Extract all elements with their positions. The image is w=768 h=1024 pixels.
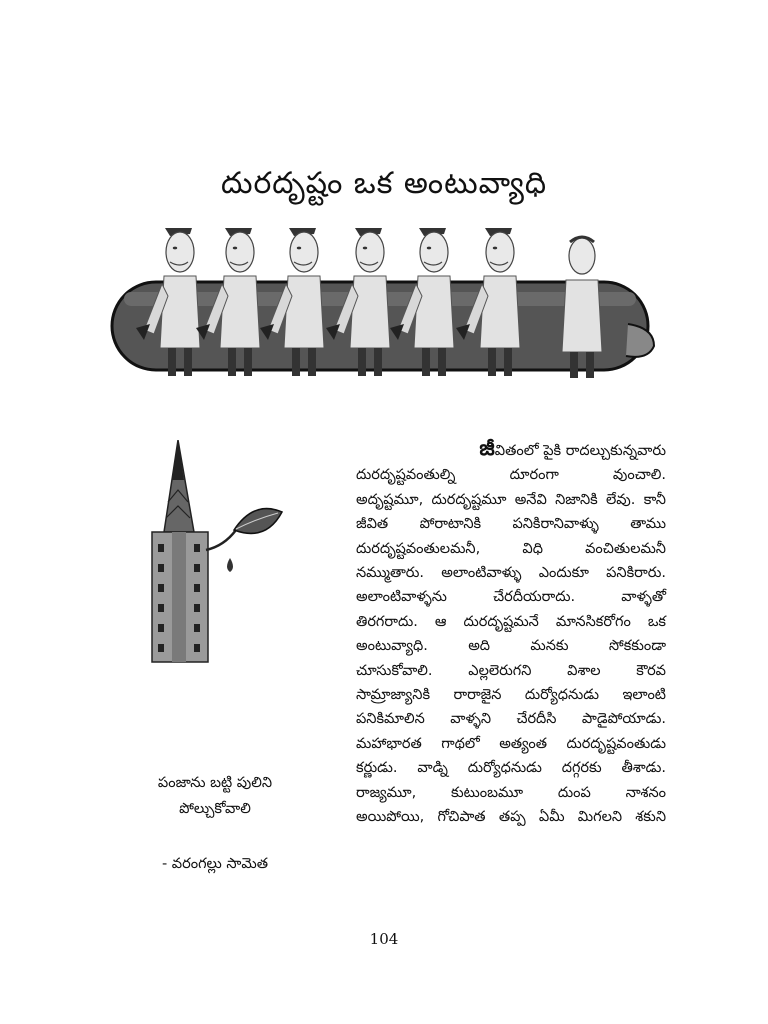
article-line: తిరగరాదు. ఆ దురదృష్టమనే మానసికరోగం ఒక bbox=[356, 613, 666, 630]
article-line: అదృష్టమూ, దురదృష్టమూ అనేవి నిజానికి లేవు. కానీ bbox=[356, 491, 666, 508]
article-line: నమ్ముతారు. అలాంటివాళ్ళు ఎందుకూ పనికిరారు. bbox=[356, 565, 666, 582]
article-line: దురదృష్టవంతులమనీ, విధి వంచితులమనీ bbox=[356, 540, 666, 557]
article-line: పనికిమాలిన వాళ్ళని చేరదీసి పాడైపోయాడు. bbox=[356, 711, 666, 728]
proverb bbox=[130, 770, 300, 822]
article-line: అలాంటివాళ్ళను చేరదీయరాదు. వాళ్ళతో bbox=[356, 589, 666, 606]
article-line: రాజ్యమూ, కుటుంబమూ దుంప నాశనం bbox=[356, 784, 666, 801]
page-number: 104 bbox=[369, 930, 399, 948]
drop-cap: జీ bbox=[479, 436, 495, 460]
proverb-line-2: పోల్చుకోవాలి bbox=[179, 801, 251, 817]
article-line: అయిపోయి, గోచిపాత తప్ప ఏమీ మిగలని శకుని bbox=[356, 809, 666, 826]
article-line: చూసుకోవాలి. ఎల్లలెరుగని విశాల కౌరవ bbox=[356, 662, 666, 679]
article-line: మహాభారత గాథలో అత్యంత దురదృష్టవంతుడు bbox=[356, 735, 666, 752]
article-line: కర్ణుడు. వాడ్ని దుర్యోధనుడు దగ్గరకు తీశాడు. bbox=[356, 760, 666, 777]
proverb-attribution: - వరంగల్లు సామెత bbox=[161, 856, 269, 872]
page-title: దురదృష్టం ఒక అంటువ్యాధి bbox=[220, 166, 548, 201]
article-line: సామ్రాజ్యానికి రారాజైన దుర్యోధనుడు ఇలాంటి bbox=[356, 687, 666, 704]
article-line: దురదృష్టవంతుల్ని దూరంగా వుంచాలి. bbox=[356, 467, 666, 484]
proverb-line-1: పంజాను బట్టి పులిని bbox=[157, 775, 273, 791]
pencil-building-leaf-illustration bbox=[148, 440, 284, 666]
article-line: అంటువ్యాధి. అది మనకు సోకకుండా bbox=[356, 638, 666, 655]
unlucky-men-in-tube-illustration bbox=[108, 228, 664, 400]
article-line: జీవిత పోరాటానికి పనికిరానివాళ్ళు తాము bbox=[356, 516, 666, 533]
article-first-line: జీవితంలో పైకి రాదల్చుకున్నవారు bbox=[479, 436, 666, 460]
article-body bbox=[356, 436, 666, 830]
